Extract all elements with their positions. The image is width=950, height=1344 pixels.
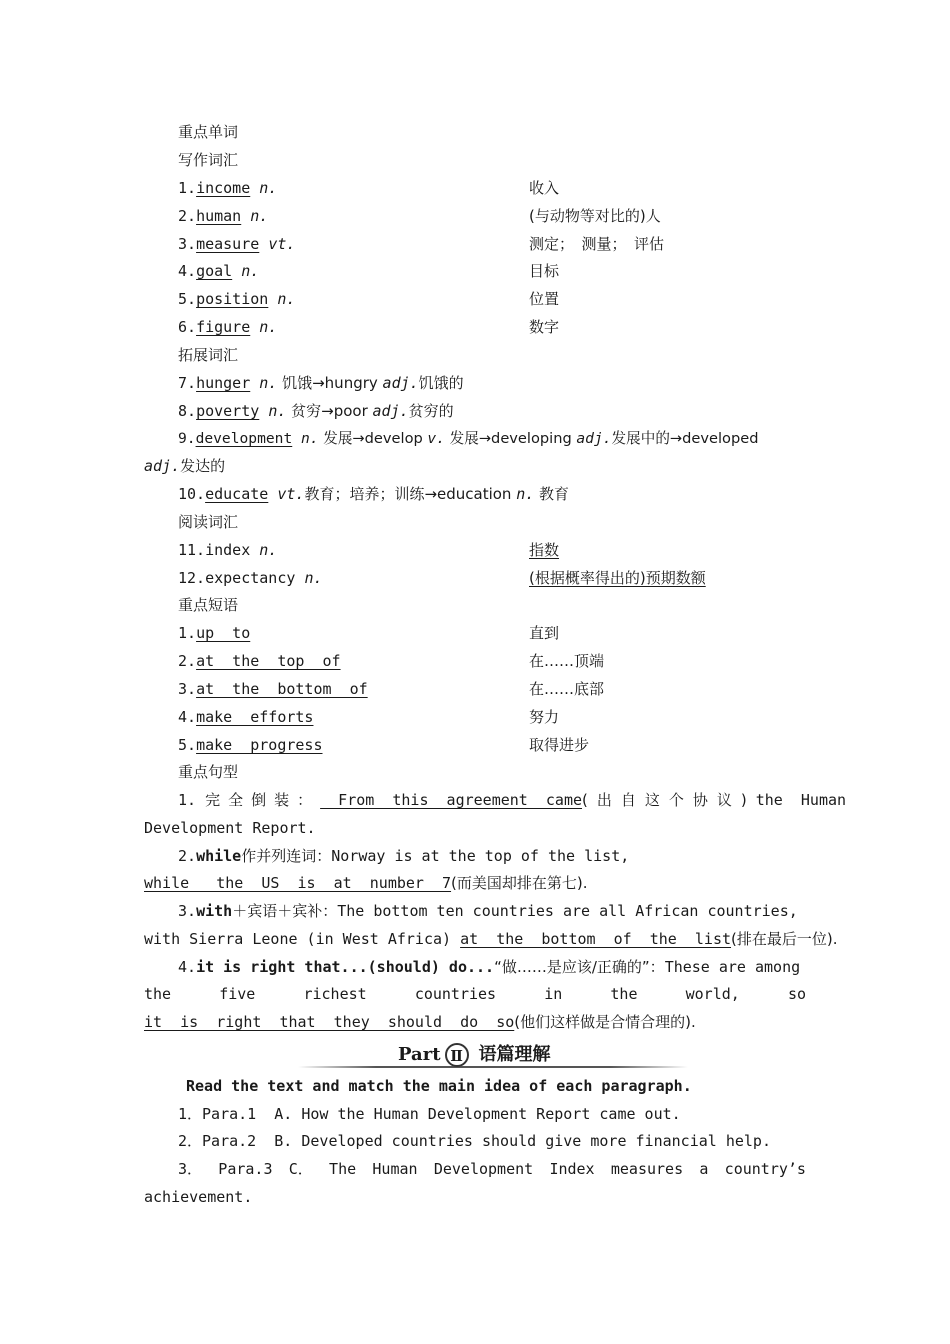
phrase-item: 2.at the top of <box>178 652 341 670</box>
phrase-item: 5.make progress <box>178 736 323 754</box>
vocab-answer: income <box>196 179 251 197</box>
match-item-justified: 3． Para.3 C． The Human Development Index measures a country’s <box>178 1160 806 1178</box>
vocab-item: 11.index n. <box>178 541 278 559</box>
phrase-item: 1.up to <box>178 624 251 642</box>
phrase-meaning: 直到 <box>529 624 560 642</box>
sentence-item: 2.while作并列连词：Norway is at the top of the list, <box>178 847 630 865</box>
vocab-item: 7.hunger n. 饥饿→hungry adj.饥饿的 <box>178 374 464 392</box>
vocab-item: 10.educate vt.教育；培养；训练→education n. 教育 <box>178 485 570 503</box>
key-phrases-heading: 重点短语 <box>178 596 239 614</box>
sentence-item: 1. 完全倒装： From this agreement came (出自这个协议) the Human <box>178 791 847 809</box>
vocab-answer: hunger <box>196 374 251 392</box>
sentence-justified-line: the five richest countries in the world, so <box>144 985 806 1003</box>
vocab-item: 4.goal n. <box>178 262 260 280</box>
phrase-answer: at the bottom of <box>196 680 368 698</box>
vocab-item: 9.development n. 发展→develop v. 发展→developing adj.发展中的→developed <box>178 430 759 447</box>
vocab-meaning: 数字 <box>529 318 560 336</box>
vocab-item: 6.figure n. <box>178 318 278 336</box>
match-item: 2．Para.2 B. Developed countries should give more financial help. <box>178 1132 771 1150</box>
phrase-item: 4.make efforts <box>178 708 314 726</box>
sentence-continuation: while the US is at number 7(而美国却排在第七). <box>144 874 588 892</box>
sentence-continuation: with Sierra Leone (in West Africa) at the bottom of the list(排在最后一位). <box>144 930 838 948</box>
reading-vocab-heading: 阅读词汇 <box>178 513 239 531</box>
phrase-meaning: 在……顶端 <box>529 652 605 670</box>
sentence-answer: From this agreement came <box>320 791 583 809</box>
part-title: 语篇理解 <box>478 1044 551 1065</box>
phrase-meaning: 努力 <box>529 708 560 726</box>
match-item: 1．Para.1 A. How the Human Development Report came out. <box>178 1105 681 1123</box>
writing-vocab-heading: 写作词汇 <box>178 151 239 169</box>
vocab-item: 5.position n. <box>178 290 296 308</box>
vocab-meaning: (与动物等对比的)人 <box>529 207 661 225</box>
vocab-item: 2.human n. <box>178 207 269 225</box>
reading-instruction: Read the text and match the main idea of each paragraph. <box>186 1077 692 1095</box>
vocab-meaning-answer: (根据概率得出的)预期数额 <box>529 569 706 587</box>
vocab-answer: development <box>195 430 293 447</box>
vocab-item-continuation: adj.发达的 <box>144 457 226 475</box>
sentence-continuation: it is right that they should do so(他们这样做是合情合理的). <box>144 1013 696 1031</box>
sentence-item: 4.it is right that...(should) do...“做……是应该/正确的”：These are among <box>178 958 801 976</box>
sentence-answer: while the US is at number 7 <box>144 874 452 892</box>
phrase-answer: at the top of <box>196 652 341 670</box>
vocab-answer: poverty <box>196 402 260 420</box>
phrase-answer: make efforts <box>196 708 314 726</box>
phrase-meaning: 取得进步 <box>529 736 590 754</box>
roman-numeral-badge: Ⅱ <box>445 1043 469 1067</box>
vocab-meaning: 收入 <box>529 179 560 197</box>
vocab-meaning: 目标 <box>529 262 560 280</box>
vocab-item: 8.poverty n. 贫穷→poor adj.贫穷的 <box>178 402 454 420</box>
extended-vocab-heading: 拓展词汇 <box>178 346 239 364</box>
vocab-answer: figure <box>196 318 251 336</box>
part-label: Part <box>398 1044 441 1065</box>
vocab-answer: position <box>196 290 269 308</box>
vocab-meaning: 位置 <box>529 290 560 308</box>
sentence-continuation: Development Report. <box>144 819 316 837</box>
part-two-header <box>298 1038 688 1072</box>
phrase-answer: make progress <box>196 736 323 754</box>
phrase-answer: up to <box>196 624 251 642</box>
vocab-item: 12.expectancy n. <box>178 569 323 587</box>
sentence-answer: at the bottom of the list <box>460 930 732 948</box>
vocab-item: 1.income n. <box>178 179 278 197</box>
phrase-meaning: 在……底部 <box>529 680 605 698</box>
vocab-meaning: 测定； 测量； 评估 <box>529 235 665 253</box>
vocab-answer: educate <box>205 485 269 503</box>
phrase-item: 3.at the bottom of <box>178 680 368 698</box>
vocab-answer: goal <box>196 262 233 280</box>
vocab-item: 3.measure vt. <box>178 235 296 253</box>
match-item-continuation: achievement. <box>144 1188 253 1206</box>
key-sentences-heading: 重点句型 <box>178 763 239 781</box>
sentence-answer: it is right that they should do so <box>144 1013 515 1031</box>
sentence-item: 3.with＋宾语＋宾补：The bottom ten countries are all African countries, <box>178 902 798 920</box>
vocab-answer: human <box>196 207 242 225</box>
vocab-answer: measure <box>196 235 260 253</box>
vocab-meaning-answer: 指数 <box>529 541 560 559</box>
key-words-heading: 重点单词 <box>178 123 239 141</box>
